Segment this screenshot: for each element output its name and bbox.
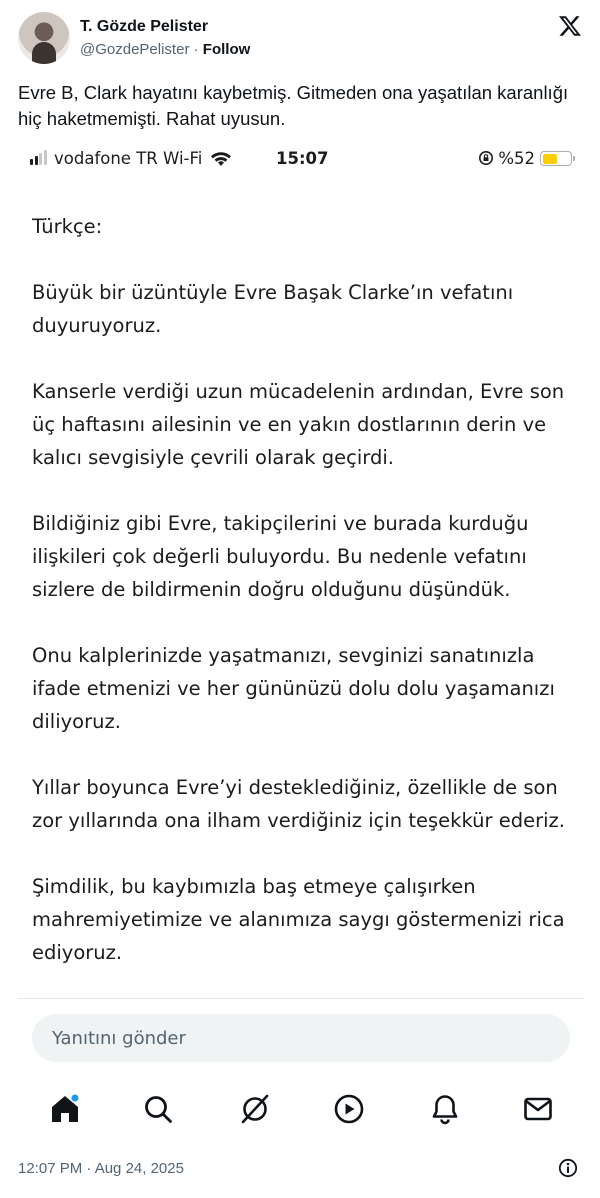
messages-icon[interactable]: [521, 1092, 555, 1126]
announcement-language-label: Türkçe:: [32, 215, 103, 238]
battery-icon: [540, 151, 572, 166]
bottom-nav-bar: [18, 1082, 584, 1140]
announcement-paragraph: Kanserle verdiği uzun mücadelenin ardından, Evre son üç haftasını ailesinin ve en yakın dostlarının derin ve kalıcı sevgisiyle çevrili olarak geçirdi.: [32, 380, 565, 469]
wifi-icon: [210, 151, 232, 167]
author-handle-row: [80, 41, 250, 58]
reply-box[interactable]: [32, 1014, 570, 1062]
orientation-lock-icon: [478, 150, 494, 166]
follow-button[interactable]: Follow: [202, 41, 251, 58]
battery-percent: %52: [498, 149, 535, 168]
carrier-label: vodafone TR Wi-Fi: [54, 149, 203, 168]
handle-separator: ·: [193, 41, 199, 58]
home-notification-dot: [72, 1095, 79, 1102]
grok-icon[interactable]: [238, 1092, 272, 1126]
tweet-footer: [18, 1158, 584, 1180]
status-time: 15:07: [276, 149, 329, 168]
status-right: [478, 149, 572, 168]
announcement-paragraph: Yıllar boyunca Evre’yi desteklediğiniz, özellikle de son zor yıllarında ona ilham verdiğiniz için teşekkür ederiz.: [32, 776, 565, 832]
announcement-paragraph: Bildiğiniz gibi Evre, takipçilerini ve burada kurduğu ilişkileri çok değerli buluyordu. Bu nedenle vefatını sizlere de bildirmenin doğru olduğunu düşündük.: [32, 512, 529, 601]
announcement-text: [32, 210, 572, 1002]
x-logo-icon[interactable]: [558, 14, 582, 38]
screenshot-divider: [18, 998, 584, 999]
announcement-paragraph: Onu kalplerinizde yaşatmanızı, sevginizi sanatınızla ifade etmenizi ve her gününüzü dolu dolu yaşamanızı diliyoruz.: [32, 644, 555, 733]
reply-input[interactable]: [32, 1014, 570, 1062]
info-icon[interactable]: [558, 1158, 578, 1178]
battery-fill: [543, 154, 557, 164]
tweet-header: [18, 12, 584, 68]
announcement-paragraph: Büyük bir üzüntüyle Evre Başak Clarke’ın vefatını duyuruyoruz.: [32, 281, 514, 337]
home-icon[interactable]: [48, 1092, 82, 1126]
signal-bars-icon: [30, 150, 48, 169]
phone-status-bar: [18, 140, 584, 178]
video-icon[interactable]: [332, 1092, 366, 1126]
tweet-timestamp[interactable]: 12:07 PM · Aug 24, 2025: [18, 1160, 184, 1177]
author-avatar[interactable]: [18, 12, 70, 64]
status-left: [30, 149, 232, 169]
announcement-paragraph: Şimdilik, bu kaybımızla baş etmeye çalışırken mahremiyetimize ve alanımıza saygı göstermenizi rica ediyoruz.: [32, 875, 565, 964]
notifications-icon[interactable]: [428, 1092, 462, 1126]
author-handle[interactable]: @GozdePelister: [80, 41, 190, 58]
tweet-text: Evre B, Clark hayatını kaybetmiş. Gitmeden ona yaşatılan karanlığı hiç haketmemişti. Rahat uyusun.: [18, 82, 569, 129]
author-name[interactable]: T. Gözde Pelister: [80, 18, 209, 35]
attached-screenshot[interactable]: [18, 140, 584, 1008]
search-icon[interactable]: [141, 1092, 175, 1126]
